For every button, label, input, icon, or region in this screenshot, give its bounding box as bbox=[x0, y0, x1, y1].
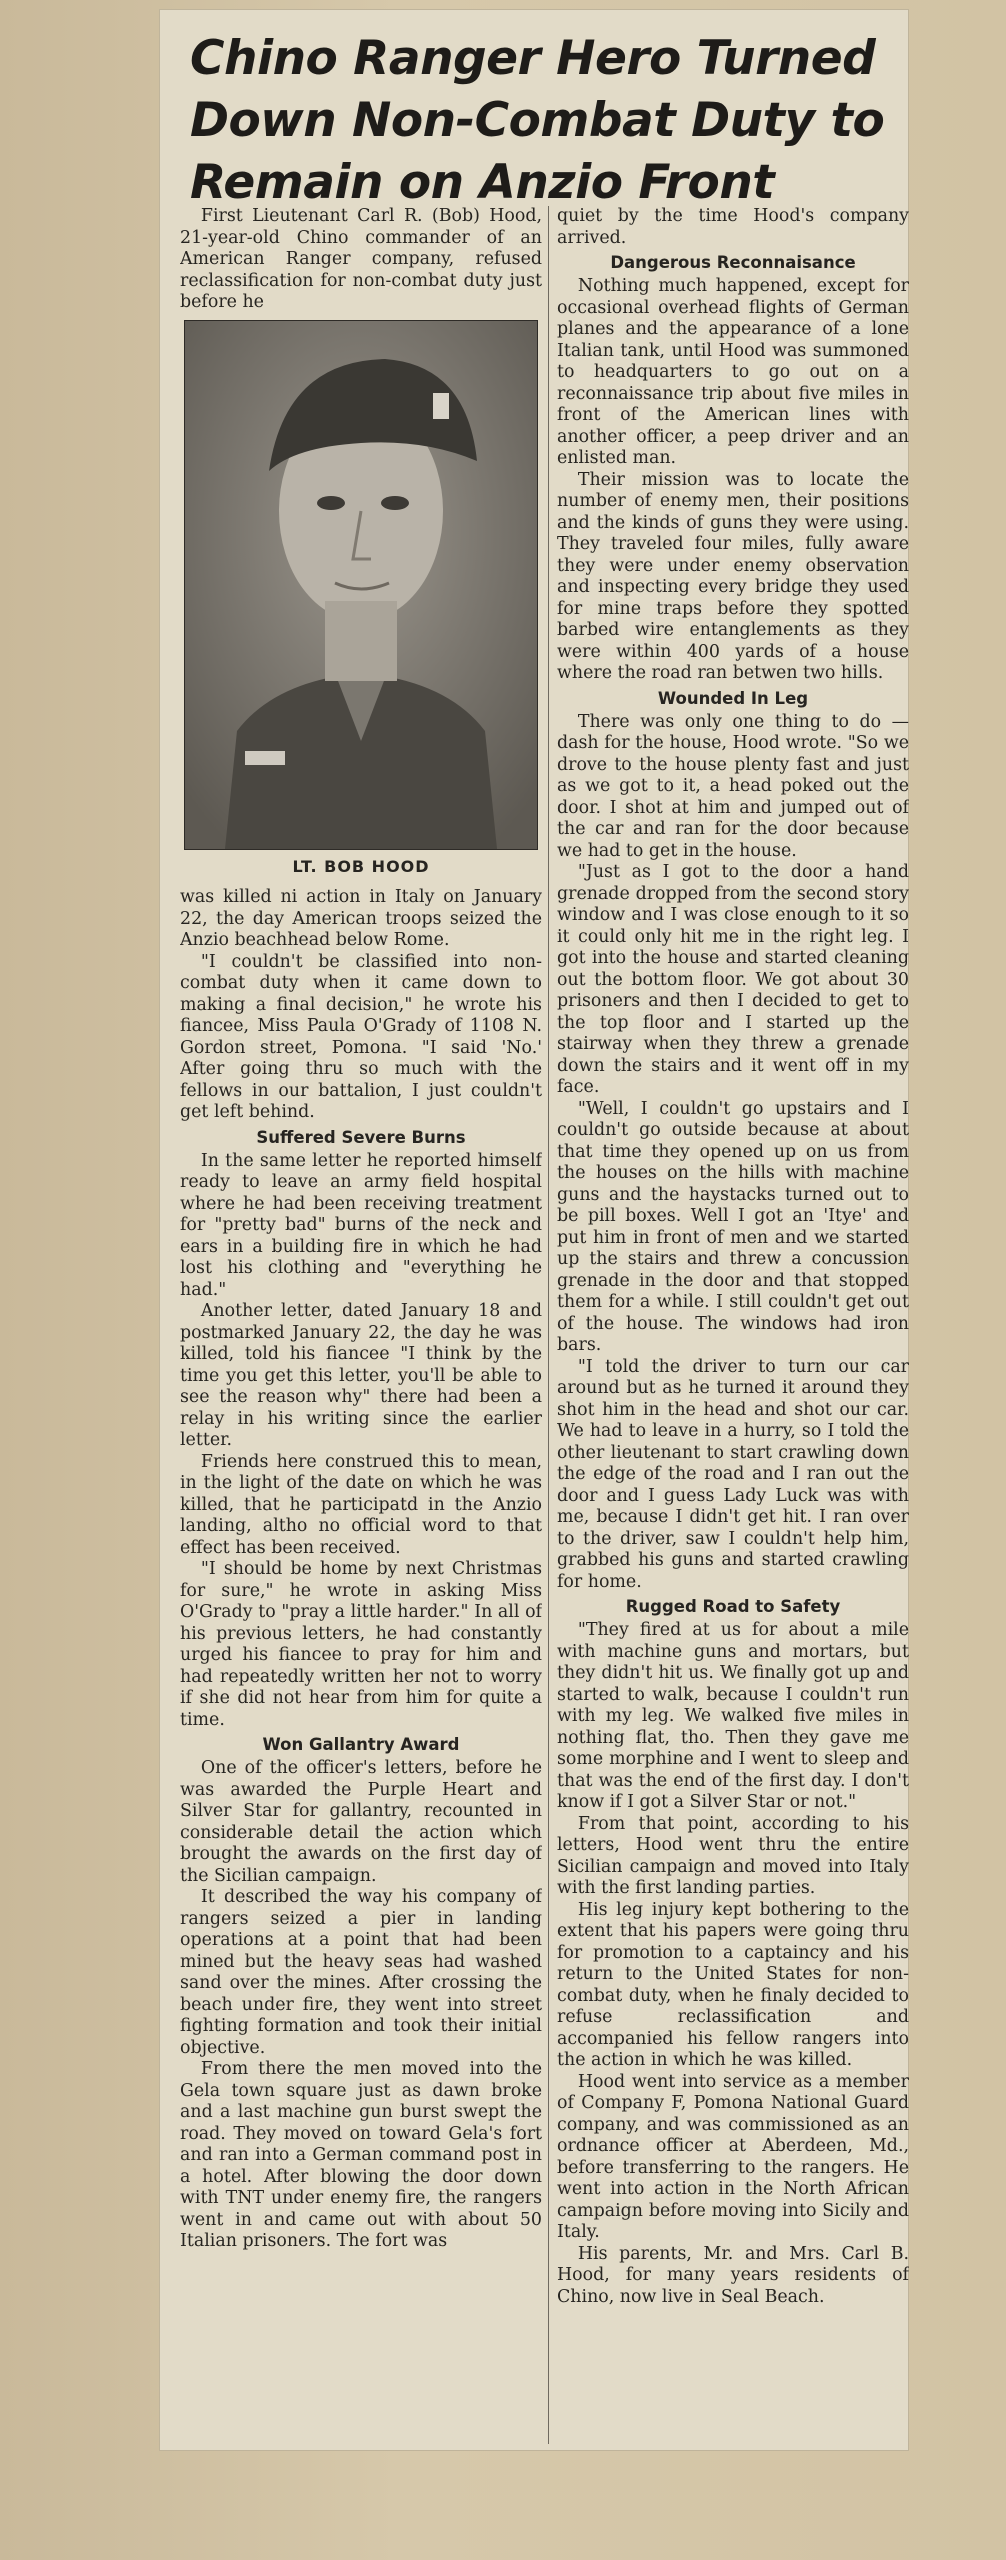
paragraph: His parents, Mr. and Mrs. Carl B. Hood, for many years residents of Chino, now live in Seal Beach. bbox=[557, 2243, 909, 2307]
subheading: Dangerous Reconnaisance bbox=[610, 253, 856, 272]
paragraph: "I told the driver to turn our car around but as he turned it around they shot him in the head and shot our car. We had to leave in a hurry, so I told the other lieutenant to start crawling down the edge of the road and I ran out the door and I guess Lady Luck was with me, because I didn't get hit. I ran over to the driver, saw I couldn't help him, grabbed his guns and started crawling for home. bbox=[557, 1356, 909, 1592]
paragraph: "They fired at us for about a mile with machine guns and mortars, but they didn't hit us. We finally got up and started to walk, because I couldn't run with my leg. We walked five miles in nothing flat, tho. Then they gave me some morphine and I went to sleep and that was the end of the first day. I don't know if I got a Silver Star or not." bbox=[557, 1620, 909, 1812]
paragraph: "I should be home by next Christmas for sure," he wrote in asking Miss O'Grady to "pray a little harder." In all of his previous letters, he had constantly urged his fiancee to pray for him and had repeatedly written her not to worry if she did not hear from him for quite a time. bbox=[180, 1559, 542, 1730]
photo-caption: LT. BOB HOOD bbox=[292, 856, 430, 876]
paragraph: First Lieutenant Carl R. (Bob) Hood, 21-year-old Chino commander of an American Ranger company, refused reclassification for non-combat duty just before he bbox=[180, 206, 542, 312]
paragraph: From that point, according to his letters, Hood went thru the entire Sicilian campaign and moved into Italy with the first landing parties. bbox=[557, 1813, 909, 1898]
paragraph: quiet by the time Hood's company arrived. bbox=[557, 206, 909, 248]
paragraph: One of the officer's letters, before he was awarded the Purple Heart and Silver Star for gallantry, recounted in considerable detail the action which brought the awards on the first day of the Sicilian campaign. bbox=[180, 1758, 542, 1886]
paragraph: Friends here construed this to mean, in the light of the date on which he was killed, that he participatd in the Anzio landing, altho no official word to that effect has been received. bbox=[180, 1451, 542, 1558]
subheading: Won Gallantry Award bbox=[262, 1735, 460, 1754]
article-column-right bbox=[548, 206, 909, 2444]
paragraph: Hood went into service as a member of Company F, Pomona National Guard company, and was commissioned as an ordnance officer at Aberdeen, Md., before transferring to the rangers. He went into action in the North African campaign before moving into Sicily and Italy. bbox=[557, 2071, 909, 2242]
paragraph: It described the way his company of rangers seized a pier in landing operations at a point that had been mined but the heavy seas had washed sand over the mines. After crossing the beach under fire, they went into street fighting formation and took their initial objective. bbox=[180, 1887, 542, 2058]
paragraph: His leg injury kept bothering to the extent that his papers were going thru for promotion to a captaincy and his return to the United States for non-combat duty, when he finaly decided to refuse reclassification and accompanied his fellow rangers into the action in which he was killed. bbox=[557, 1899, 909, 2070]
paragraph: Nothing much happened, except for occasional overhead flights of German planes and the appearance of a lone Italian tank, until Hood was summoned to headquarters to go out on a reconnaissance trip about five miles in front of the American lines with another officer, a peep driver and an enlisted man. bbox=[557, 276, 909, 468]
paragraph: "Well, I couldn't go upstairs and I couldn't go outside because at about that time they opened up on us from the houses on the hills with machine guns and the haystacks turned out to be pill boxes. Well I got an 'Itye' and put him in front of men and we started up the stairs and threw a concussion grenade in the door and that stopped them for a while. I still couldn't get out of the house. The windows had iron bars. bbox=[557, 1098, 909, 1355]
article-column-left bbox=[180, 206, 542, 2444]
paragraph: "Just as I got to the door a hand grenade dropped from the second story window and I was close enough to it so it could only hit me in the right leg. I got into the house and started cleaning out the bottom floor. We got about 30 prisoners and then I decided to get to the top floor and I started up the stairway when they threw a grenade down the stairs and it went off in my face. bbox=[557, 862, 909, 1097]
paragraph: In the same letter he reported himself ready to leave an army field hospital where he had been receiving treatment for "pretty bad" burns of the neck and ears in a building fire in which he had lost his clothing and "everything he had." bbox=[180, 1150, 542, 1300]
paragraph: Another letter, dated January 18 and postmarked January 22, the day he was killed, told his fiancee "I think by the time you get this letter, you'll be able to see the reason why" there had been a relay in his writing since the earlier letter. bbox=[180, 1301, 542, 1450]
headline: Chino Ranger Hero Turned Down Non-Combat Duty to Remain on Anzio Front bbox=[190, 31, 885, 210]
paragraph: From there the men moved into the Gela town square just as dawn broke and a last machine gun burst swept the road. They moved on toward Gela's fort and ran into a German command post in a hotel. After blowing the door down with TNT under enemy fire, the rangers went in and came out with about 50 Italian prisoners. The fort was bbox=[180, 2059, 542, 2251]
paragraph: was killed ni action in Italy on January 22, the day American troops seized the Anzio beachhead below Rome. bbox=[180, 887, 542, 950]
subheading: Wounded In Leg bbox=[657, 688, 809, 708]
subheading: Rugged Road to Safety bbox=[625, 1597, 841, 1616]
subheading: Suffered Severe Burns bbox=[256, 1127, 466, 1147]
portrait-photo bbox=[184, 320, 538, 850]
paragraph: There was only one thing to do —dash for the house, Hood wrote. "So we drove to the house plenty fast and just as we got to it, a head poked out the door. I shot at him and jumped out of the car and ran for the door because we had to get in the house. bbox=[557, 711, 909, 861]
soldier-portrait-icon bbox=[185, 321, 537, 849]
paragraph: "I couldn't be classified into non-combat duty when it came down to making a final decision," he wrote his fiancee, Miss Paula O'Grady of 1108 N. Gordon street, Pomona. "I said 'No.' After going thru so much with the fellows in our battalion, I just couldn't get left behind. bbox=[180, 951, 542, 1122]
paragraph: Their mission was to locate the number of enemy men, their positions and the kinds of guns they were using. They traveled four miles, fully aware they were under enemy observation and inspecting every bridge they used for mine traps before they spotted barbed wire entanglements as they were within 400 yards of a house where the road ran betwen two hills. bbox=[557, 469, 909, 683]
